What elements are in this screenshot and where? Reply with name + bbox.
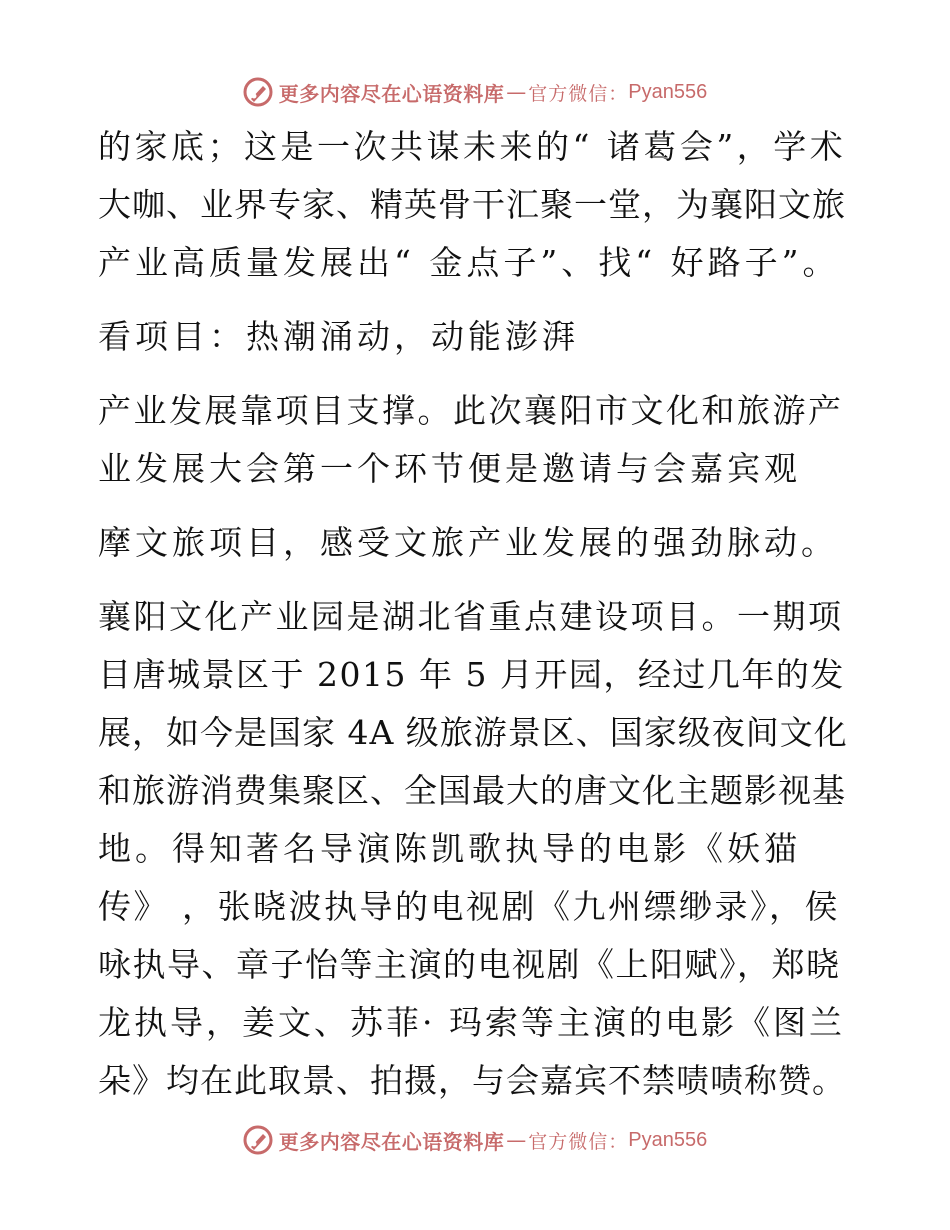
- text-line: 和旅游消费集聚区、全国最大的唐文化主题影视基: [98, 771, 846, 810]
- header-watermark: [0, 72, 950, 112]
- text-line: 朵》均在此取景、拍摄，与会嘉宾不禁啧啧称赞。: [98, 1061, 846, 1100]
- text-line: 产业高质量发展出“ 金点子”、找“ 好路子”。: [98, 243, 840, 282]
- text-line: 业发展大会第一个环节便是邀请与会嘉宾观: [98, 449, 801, 488]
- text-line: 的家底；这是一次共谋未来的“ 诸葛会”，学术: [98, 127, 847, 166]
- watermark-wechat-label: 官方微信：: [528, 82, 629, 105]
- watermark-text: 更多内容尽在心语资料库: [278, 81, 505, 106]
- text-line: 咏执导、章子怡等主演的电视剧《上阳赋》，郑晓: [98, 945, 841, 984]
- watermark-wechat-label: 官方微信：: [528, 1130, 629, 1153]
- text-line: 大咖、业界专家、精英骨干汇聚一堂，为襄阳文旅: [98, 185, 846, 224]
- text-line: 传》 ，张晓波执导的电视剧《九州缥缈录》，侯: [98, 887, 840, 926]
- text-line: 摩文旅项目，感受文旅产业发展的强劲脉动。: [98, 523, 838, 562]
- logo-pen-icon: [243, 77, 273, 107]
- text-line: 龙执导，姜文、苏菲· 玛索等主演的电影《图兰: [98, 1003, 845, 1042]
- watermark-text: 更多内容尽在心语资料库: [278, 1129, 505, 1154]
- watermark-dash: —: [506, 80, 527, 104]
- section-heading: 看项目：热潮涌动，动能澎湃: [98, 317, 579, 356]
- footer-watermark: [0, 1120, 950, 1160]
- logo-pen-icon: [243, 1125, 273, 1155]
- text-line: 目唐城景区于 2015 年 5 月开园，经过几年的发: [98, 655, 845, 694]
- text-line: 展，如今是国家 4A 级旅游景区、国家级夜间文化: [98, 713, 848, 752]
- text-line: 襄阳文化产业园是湖北省重点建设项目。一期项: [98, 597, 844, 636]
- text-line: 产业发展靠项目支撑。此次襄阳市文化和旅游产: [98, 391, 844, 430]
- text-line: 地。得知著名导演陈凯歌执导的电影《妖猫: [98, 829, 801, 868]
- watermark-dash: —: [506, 1128, 527, 1152]
- watermark-wechat-id: Pyan556: [628, 1128, 708, 1151]
- watermark-wechat-id: Pyan556: [628, 80, 708, 103]
